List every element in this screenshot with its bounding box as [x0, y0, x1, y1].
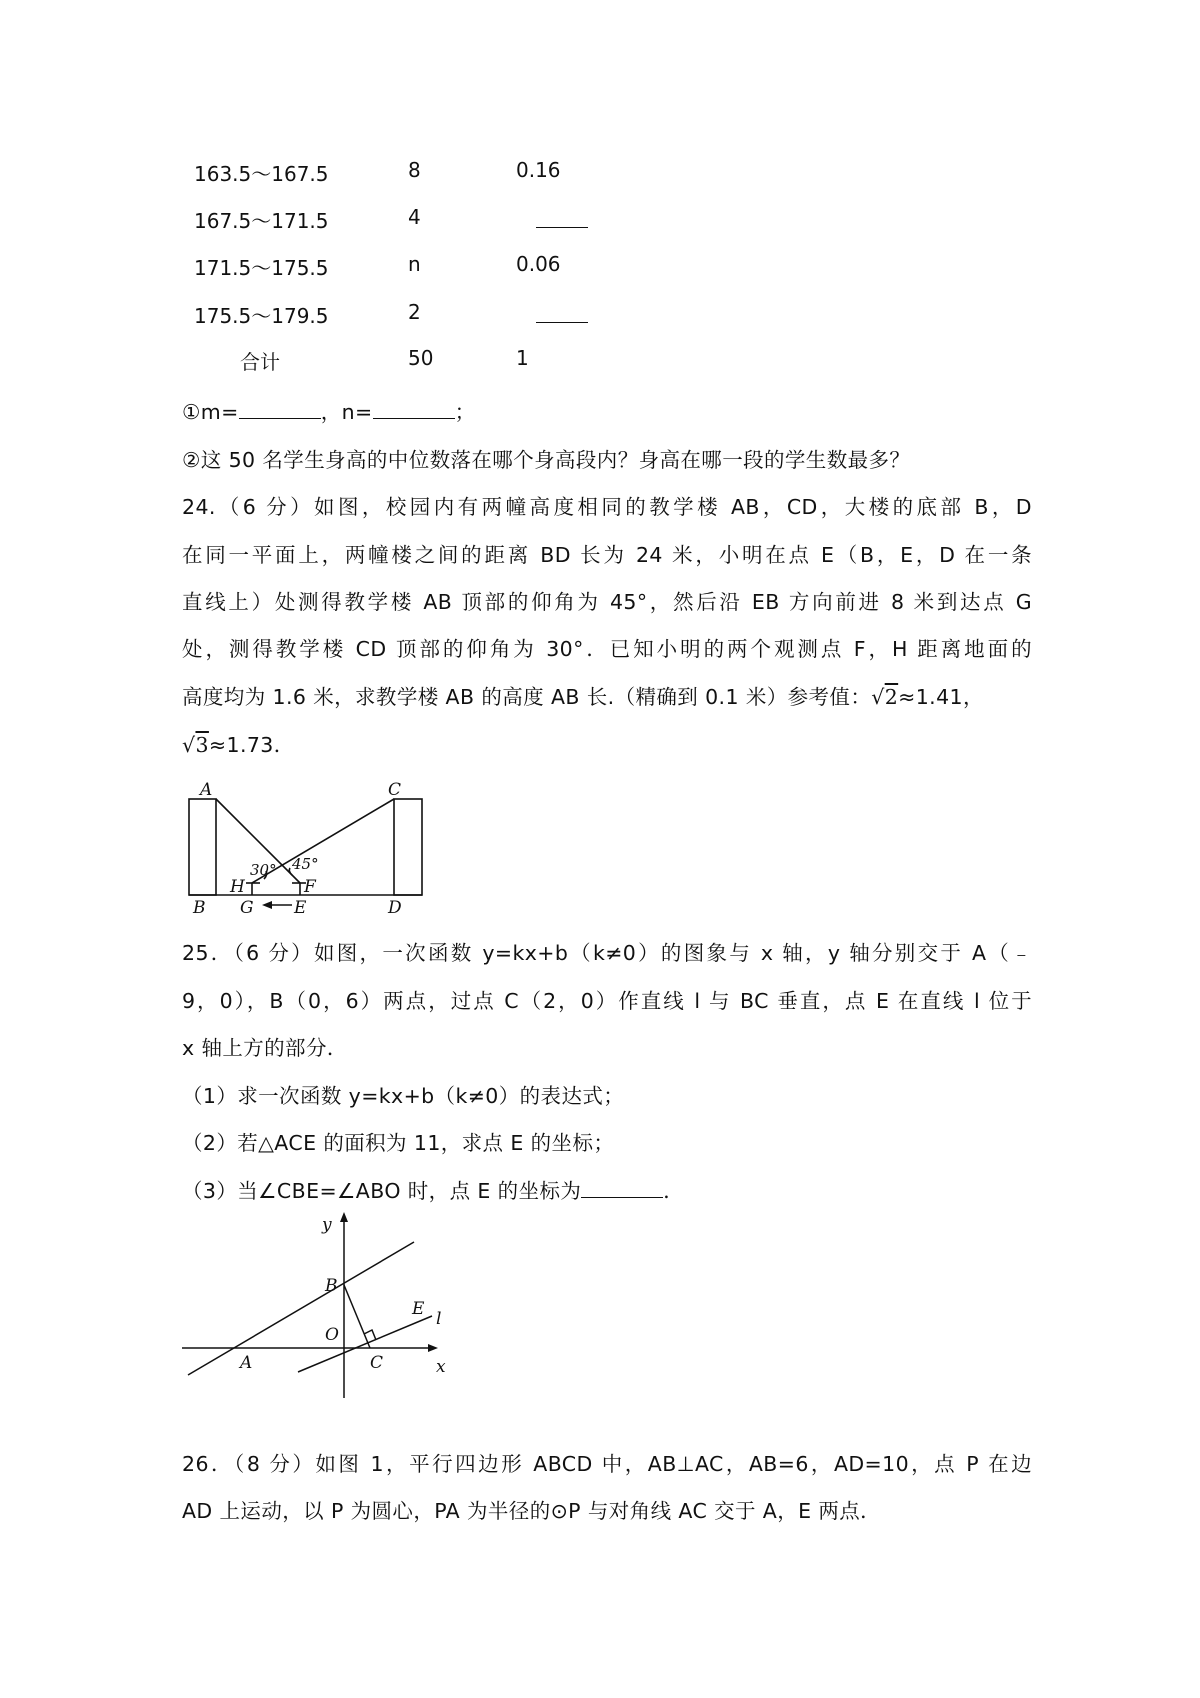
- count-cell: n: [408, 252, 421, 276]
- label-A: A: [240, 1353, 253, 1373]
- label-angle45: 45°: [292, 855, 319, 873]
- q25-part3-text: （3）当∠CBE=∠ABO 时，点 E 的坐标为: [182, 1179, 582, 1203]
- label-O: O: [325, 1325, 339, 1345]
- q25-line: [182, 1174, 1032, 1204]
- answer-blank-line: [536, 205, 588, 228]
- label-H: H: [230, 877, 245, 897]
- direction-arrow-head: [262, 901, 272, 909]
- q24-line: 处，测得教学楼 CD 顶部的仰角为 30°．已知小明的两个观测点 F，H 距离地面的: [182, 637, 1032, 661]
- e-coordinate-blank: [581, 1177, 663, 1198]
- total-count: 50: [408, 346, 434, 370]
- label-E: E: [294, 898, 307, 918]
- q25-line: x 轴上方的部分．: [182, 1036, 348, 1060]
- q25-line: （2）若△ACE 的面积为 11，求点 E 的坐标；: [182, 1131, 615, 1155]
- range-cell: 163.5～167.5: [194, 162, 329, 186]
- q25-line: 9，0），B（0，6）两点，过点 C（2，0）作直线 l 与 BC 垂直，点 E 在直线 l 位于: [182, 989, 1032, 1013]
- label-F: F: [304, 877, 316, 897]
- label-E: E: [412, 1299, 425, 1319]
- building-cd-shape: [394, 799, 422, 895]
- range-cell: 175.5～179.5: [194, 304, 329, 328]
- table-row: [0, 158, 1200, 188]
- q26-line: AD 上运动，以 P 为圆心，PA 为半径的⊙P 与对角线 AC 交于 A，E 两点．: [182, 1499, 882, 1523]
- label-A: A: [200, 780, 213, 800]
- answer-blank-line: [536, 300, 588, 323]
- total-label: 合计: [240, 350, 280, 374]
- sqrt2-value: ≈1.41，: [898, 685, 984, 709]
- sqrt-radicand: 2: [884, 685, 899, 709]
- q23-part1: [182, 395, 1032, 425]
- q24-line: 24.（6 分）如图，校园内有两幢高度相同的教学楼 AB，CD，大楼的底部 B，D: [182, 495, 1032, 519]
- count-cell: 2: [408, 300, 421, 324]
- q25-coordinate-figure: [180, 1210, 450, 1405]
- q24-line: 直线上）处测得教学楼 AB 顶部的仰角为 45°，然后沿 EB 方向前进 8 米到达点 G: [182, 590, 1032, 614]
- sqrt-symbol: √3: [182, 733, 209, 757]
- range-cell: 167.5～171.5: [194, 209, 329, 233]
- m-answer-blank: [239, 398, 321, 419]
- label-C: C: [388, 780, 402, 800]
- count-cell: 8: [408, 158, 421, 182]
- q24-text: 高度均为 1.6 米，求教学楼 AB 的高度 AB 长.（精确到 0.1 米）参考值：: [182, 685, 872, 709]
- freq-blank: [516, 300, 588, 328]
- label-G: G: [240, 898, 254, 918]
- label-x: x: [436, 1357, 446, 1377]
- n-label: ，n=: [320, 400, 373, 424]
- label-D: D: [388, 898, 402, 918]
- label-C: C: [370, 1353, 384, 1373]
- semicolon: ；: [454, 400, 476, 424]
- range-cell: 171.5～175.5: [194, 256, 329, 280]
- table-row: [0, 252, 1200, 282]
- table-row: [0, 205, 1200, 235]
- table-total-row: [0, 346, 1200, 376]
- m-label: ①m=: [182, 400, 239, 424]
- y-axis-arrow: [340, 1212, 348, 1222]
- table-row: [0, 300, 1200, 330]
- freq-blank: [516, 205, 588, 233]
- sqrt-symbol: √2: [871, 685, 899, 709]
- segment-bc: [344, 1285, 370, 1348]
- n-answer-blank: [373, 398, 455, 419]
- line-l: [298, 1316, 432, 1372]
- label-angle30: 30°: [250, 861, 277, 879]
- freq-cell: 0.06: [516, 252, 561, 276]
- total-freq: 1: [516, 346, 529, 370]
- label-B: B: [193, 898, 206, 918]
- q24-line: 在同一平面上，两幢楼之间的距离 BD 长为 24 米，小明在点 E（B，E，D 在一条: [182, 543, 1032, 567]
- q24-buildings-figure: [180, 775, 440, 920]
- q25-line: 25．（6 分）如图，一次函数 y=kx+b（k≠0）的图象与 x 轴，y 轴分别交于 A（﹣: [182, 941, 1032, 965]
- building-ab-shape: [189, 799, 216, 895]
- q26-line: 26．（8 分）如图 1，平行四边形 ABCD 中，AB⊥AC，AB=6，AD=10，点 P 在边: [182, 1452, 1032, 1476]
- sqrt-radicand: 3: [195, 733, 209, 757]
- period: ．: [663, 1179, 685, 1203]
- q24-line: [182, 680, 1032, 710]
- q23-part2: ②这 50 名学生身高的中位数落在哪个身高段内？身高在哪一段的学生数最多？: [182, 448, 911, 472]
- sqrt3-value: ≈1.73．: [208, 733, 295, 757]
- label-l: l: [436, 1309, 442, 1329]
- count-cell: 4: [408, 205, 421, 229]
- q25-line: （1）求一次函数 y=kx+b（k≠0）的表达式；: [182, 1084, 625, 1108]
- label-B: B: [325, 1276, 338, 1296]
- q24-line: [182, 728, 1032, 758]
- label-y: y: [322, 1215, 332, 1235]
- x-axis-arrow: [428, 1344, 438, 1352]
- freq-cell: 0.16: [516, 158, 561, 182]
